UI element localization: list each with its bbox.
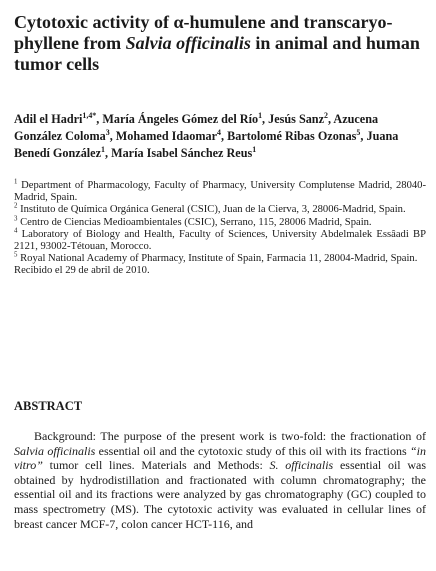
- species-abbrev: S. officinalis: [269, 458, 334, 473]
- author-name: Adil el Hadri: [14, 112, 83, 126]
- abstract-heading: ABSTRACT: [14, 399, 83, 413]
- affiliation-number: 2: [14, 202, 18, 210]
- affiliation: [14, 229, 426, 253]
- author: [102, 112, 262, 126]
- affiliation-number: 1: [14, 178, 18, 186]
- author-name: María Isabel Sánchez Reus: [111, 146, 253, 160]
- title-text: in animal and human tumor cells: [14, 33, 420, 74]
- author-name: Azucena González Coloma: [14, 112, 379, 143]
- in-vitro-term: “in vitro”: [14, 443, 427, 473]
- author-affiliation-marker: 2: [324, 110, 328, 120]
- affiliation-text: Centro de Ciencias Medioambientales (CSIC), Serrano, 115, 28006 Madrid, Spain.: [17, 216, 372, 228]
- affiliation: [14, 253, 426, 265]
- affiliation-number: 3: [14, 215, 18, 223]
- author-name: Jesús Sanz: [268, 112, 324, 126]
- title-text: Cytotoxic activity of: [14, 12, 174, 32]
- author: [268, 112, 328, 126]
- affiliations-block: [14, 180, 426, 278]
- affiliation-text: Department of Pharmacology, Faculty of Pharmacy, University Complutense Madrid, 28040-Madrid, Spain.: [14, 180, 426, 204]
- author: [116, 129, 221, 143]
- affiliation-number: 5: [14, 251, 18, 259]
- author-affiliation-marker: 5: [356, 127, 361, 137]
- author-name: Mohamed Idaomar: [115, 129, 218, 143]
- author-affiliation-marker: 3: [105, 127, 110, 137]
- affiliation-list: [14, 180, 426, 265]
- author: [227, 129, 360, 143]
- affiliation-number: 4: [14, 227, 18, 235]
- title-text: -humulene and transcaryo-phyllene from: [14, 12, 393, 53]
- author: [14, 112, 96, 126]
- author-name: María Ángeles Gómez del Río: [102, 112, 259, 126]
- author-affiliation-marker: 1,4*: [82, 110, 97, 120]
- received-date: Recibido el 29 de abril de 2010.: [14, 265, 150, 277]
- author-list: Adil el Hadri$^{1,4*}$, María Ángeles Gómez del Río$^1$, Jesús Sanz$^2$, Azucena González Coloma$^3$, Mohamed Idaomar$^4$, Bartolomé Ribas Ozonas$^5$, Juana Benedí González$^1$, María Isabel Sánchez Reus$^1$: [14, 110, 399, 160]
- affiliation-text: Royal National Academy of Pharmacy, Institute of Spain, Farmacia 11, 28004-Madrid, Spain.: [17, 253, 418, 265]
- affiliation-text: Instituto de Química Orgánica General (CSIC), Juan de la Cierva, 3, 28006-Madrid, Spain.: [17, 204, 406, 216]
- affiliation-text: Laboratory of Biology and Health, Faculty of Sciences, University Abdelmalek Essâadi BP 2121, 93002-Tétouan, Morocco.: [14, 228, 426, 253]
- author: [111, 146, 256, 160]
- author-affiliation-marker: 1: [252, 144, 257, 154]
- author-affiliation-marker: 4: [217, 127, 221, 137]
- title-alpha-symbol: α: [173, 12, 184, 32]
- title-species-name: Salvia officinalis: [125, 33, 251, 53]
- author-name: Bartolomé Ribas Ozonas: [227, 129, 357, 143]
- author-name: Juana Benedí González: [14, 129, 399, 160]
- paper-title: [14, 12, 424, 75]
- affiliation: [14, 217, 426, 229]
- abstract-text: Background: The purpose of the present work is two-fold: the fractionation of Salvia officinalis essential oil and the cytotoxic study of this oil with its fractions “in vitro” tumor cell lines. Materials and Methods: S. officinalis essential oil was obtained by hydrodistillation and fractionated with column chromatography; the essential oil and its fractions were analyzed by gas chromatography (GC) coupled to mass spectrometry (MS). The cytotoxic activity was evaluated in cellular lines of breast cancer MCF-7, colon cancer HCT-116, and: [14, 429, 427, 531]
- species-name: Salvia officinalis: [14, 443, 96, 458]
- affiliation: [14, 204, 426, 216]
- affiliation: [14, 180, 426, 204]
- author-affiliation-marker: 1: [101, 144, 105, 154]
- author-affiliation-marker: 1: [258, 110, 263, 120]
